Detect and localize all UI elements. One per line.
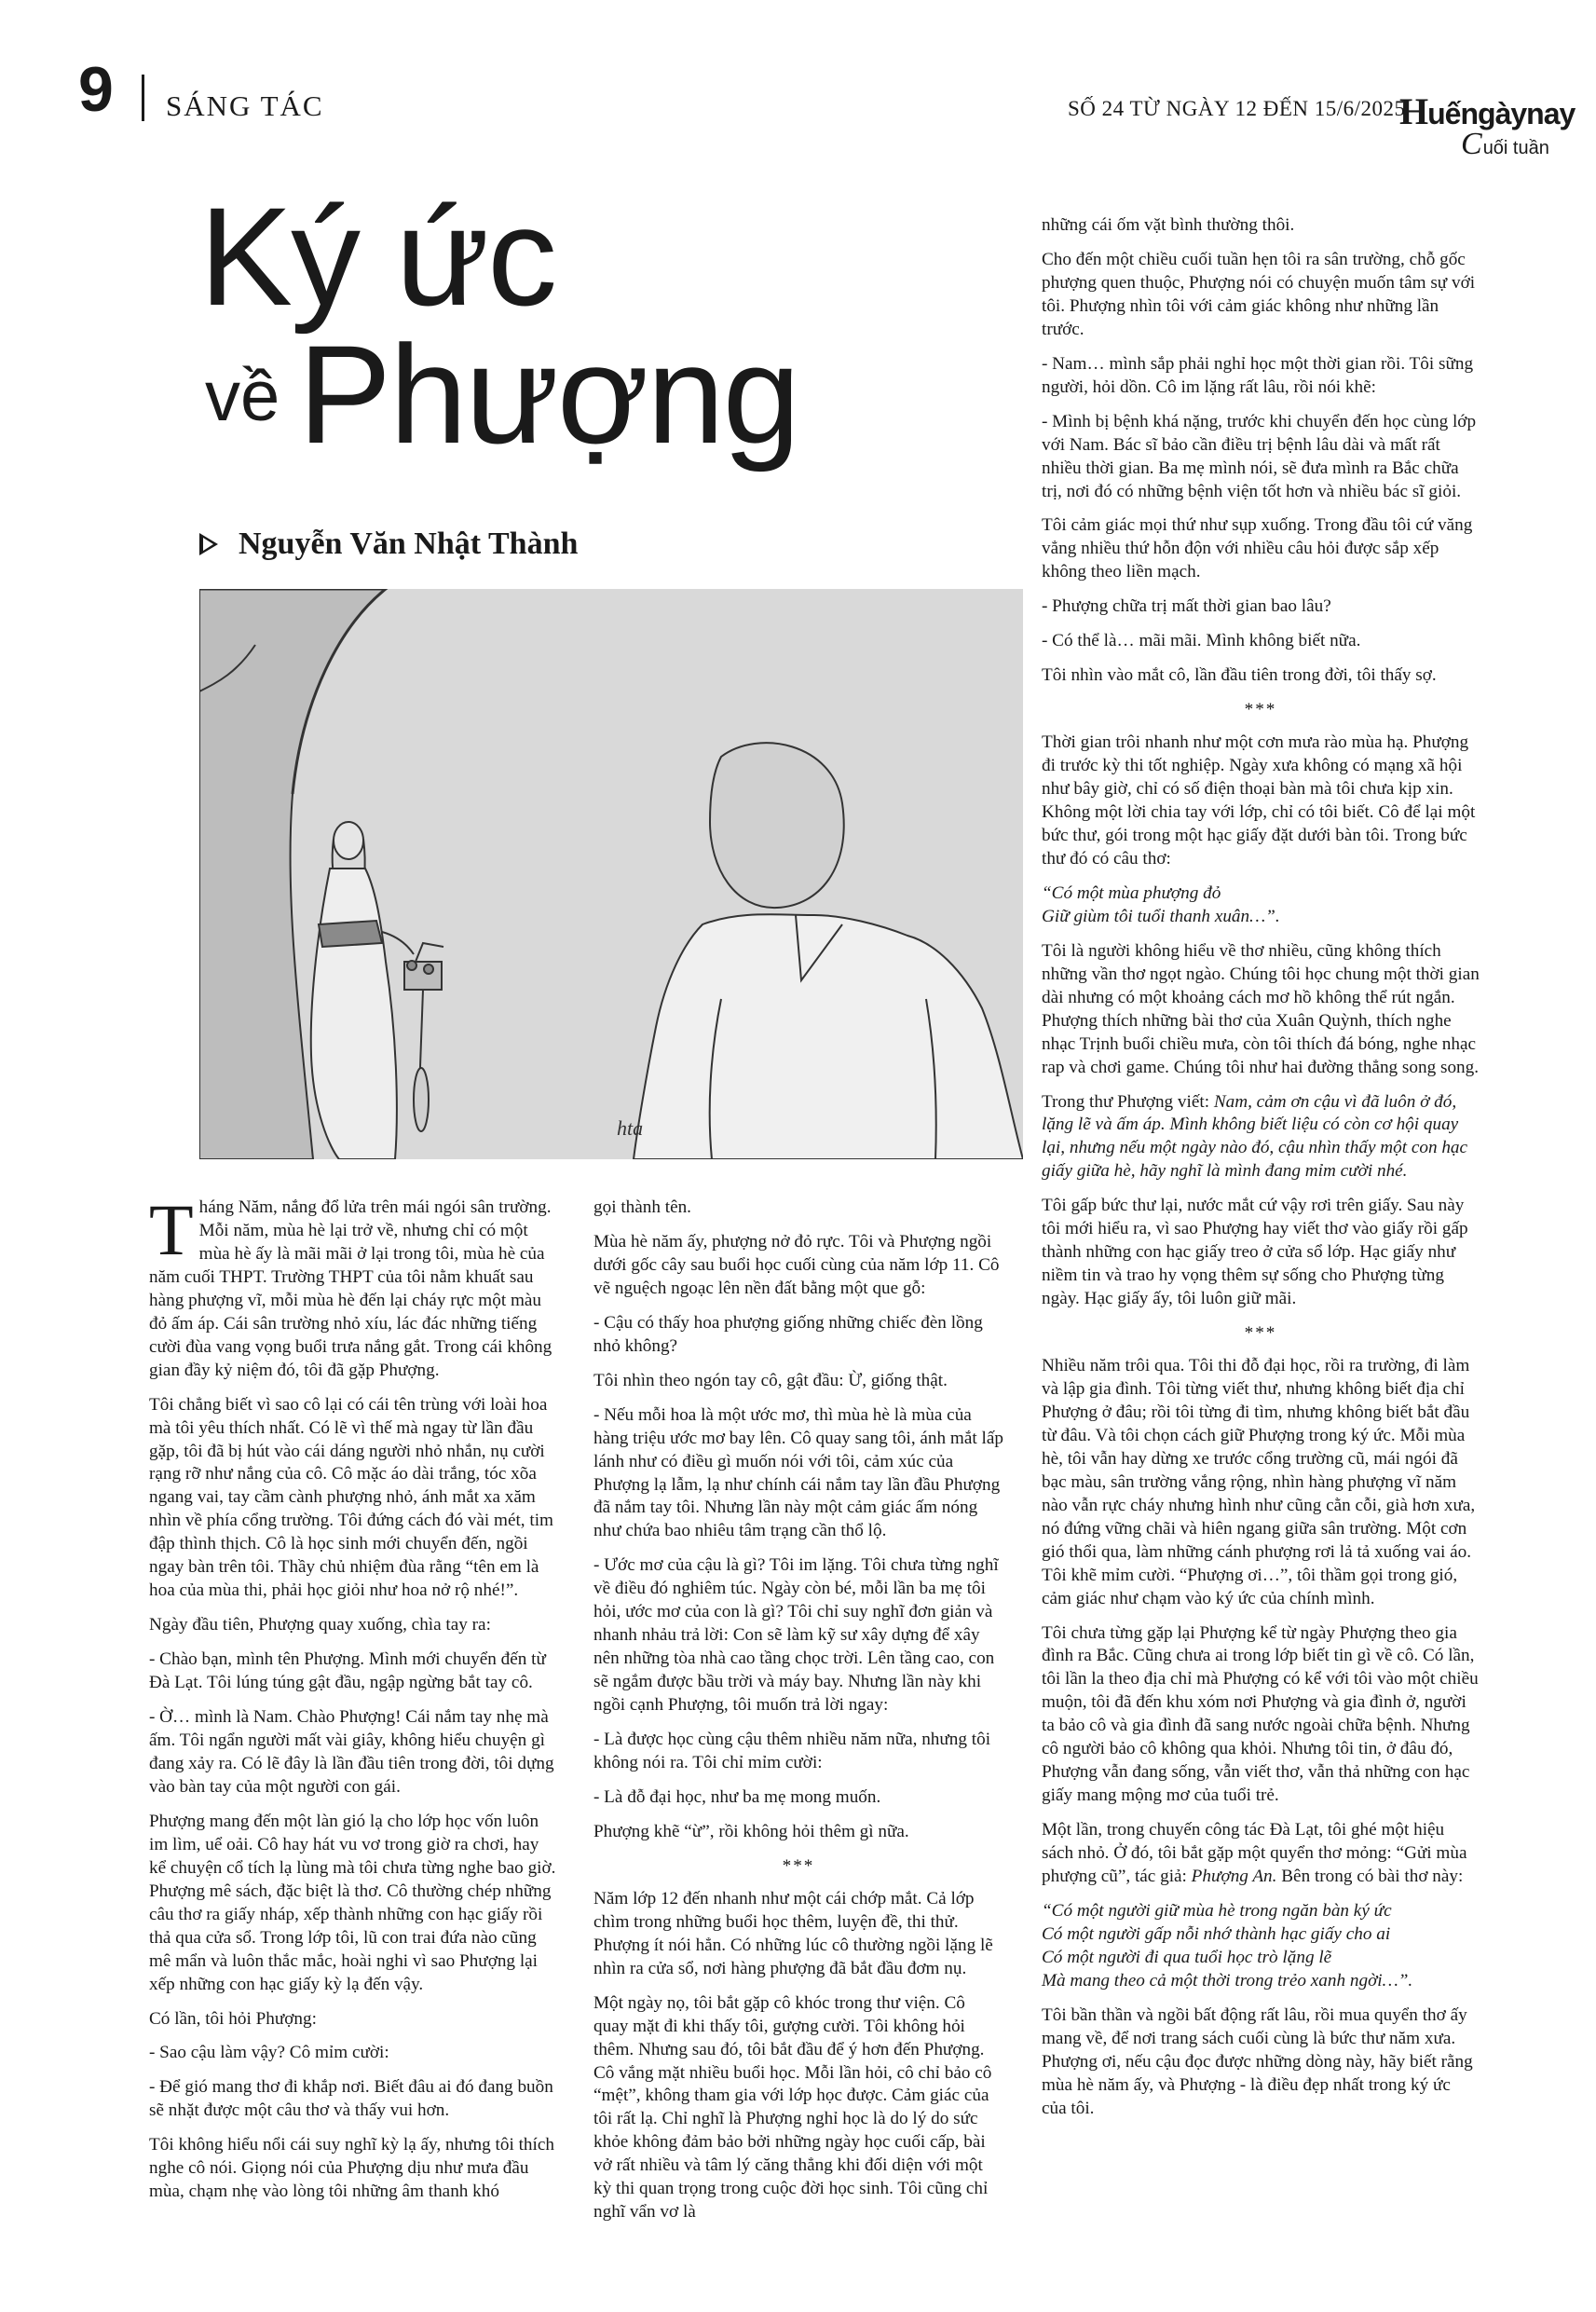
brand-logo: Huếngàynay [1399,90,1576,132]
text-column-3 [1042,214,1480,2132]
section-separator: *** [782,1855,815,1876]
paragraph: Một ngày nọ, tôi bắt gặp cô khóc trong thư viện. Cô quay mặt đi khi thấy tôi, gượng cười. Tôi không hỏi thêm. Nhưng sau đó, tôi bắt đầu để ý hơn đến Phượng. Cô vắng mặt nhiều buổi học. Mỗi lần hỏi, cô chỉ bảo cô “mệt”, không tham gia với lớp học được. Cảm giác của tôi rất lạ. Chỉ nghĩ là Phượng nghỉ học là do lý do sức khỏe không đảm bảo bởi những ngày học cuối cấp, bài vở rất nhiều và tâm lý căng thẳng khi đối diện với một kỳ thi quan trọng trong cuộc đời học sinh. Tôi cũng chỉ nghĩ vẩn vơ là [593,1992,992,2223]
page-header [0,0,1596,161]
paragraph: - Ờ… mình là Nam. Chào Phượng! Cái nắm tay nhẹ mà ấm. Tôi ngẩn người mất vài giây, không hiểu chuyện gì đang xảy ra. Có lẽ đây là lần đầu tiên trong đời, tôi dựng vào bàn tay của một người con gái. [149,1707,554,1797]
paragraph: - Nếu mỗi hoa là một ước mơ, thì mùa hè là mùa của hàng triệu ước mơ bay lên. Cô quay sang tôi, ánh mắt lấp lánh như có điều gì muốn nói với tôi, cảm xúc của Phượng lạ lẫm, lạ như chính cái nắm tay lần đầu Phượng đã nắm tay tôi. Nhưng lần này một cảm giác ấm nóng như chứa bao nhiêu tâm trạng cần thổ lộ. [593,1404,1003,1541]
paragraph: Tôi bần thần và ngồi bất động rất lâu, rồi mua quyển thơ ấy mang về, để nơi trang sách cuối cùng là bức thư năm xưa. Phượng ơi, nếu cậu đọc được những dòng này, hãy biết rằng mùa hè năm ấy, và Phượng - là điều đẹp nhất trong ký ức của tôi. [1042,2004,1473,2118]
author-name: Nguyễn Văn Nhật Thành [239,527,579,561]
paragraph: - Là được học cùng cậu thêm nhiều năm nữa, nhưng tôi không nói ra. Tôi chỉ mỉm cười: [593,1730,991,1773]
paragraph: Tôi không hiểu nổi cái suy nghĩ kỳ lạ ấy, nhưng tôi thích nghe cô nói. Giọng nói của Phượng dịu như mưa đầu mùa, chạm nhẹ vào lòng tôi những âm thanh khó [149,2135,554,2202]
drop-cap: T [149,1189,194,1270]
paragraph: - Chào bạn, mình tên Phượng. Mình mới chuyển đến từ Đà Lạt. Tôi lúng túng gật đầu, ngập ngừng bắt tay cô. [149,1649,546,1693]
illustration [199,589,1023,1159]
paragraph-italic: Nam, cảm ơn cậu vì đã luôn ở đó, lặng lẽ và ấm áp. Mình không biết liệu có còn cơ hội quay lại, nhưng nếu một ngày nào đó, cậu nhìn thấy một con hạc giấy giữa hè, hãy nghĩ là mình đang mỉm cười nhé. [1042,1091,1468,1182]
article-title-line2: Phượng [298,316,799,472]
text-column-1 [149,1189,559,2215]
paragraph: - Phượng chữa trị mất thời gian bao lâu? [1042,596,1331,617]
brand-sublogo: Cuối tuần [1461,127,1549,161]
paragraph: Phượng mang đến một làn gió lạ cho lớp học vốn luôn im lìm, uể oải. Cô hay hát vu vơ trong giờ ra chơi, hay kể chuyện cổ tích lạ lùng mà tôi chưa từng nghe bao giờ. Phượng mê sách, đặc biệt là thơ. Cô thường chép những câu thơ ra giấy nháp, xếp thành những con hạc giấy rồi thả qua cửa sổ. Trong lớp tôi, lũ con trai đứa nào cũng mê mẩn và luôn thắc mắc, hoài nghi vì sao Phượng lại xếp những con hạc giấy kỳ lạ đến vậy. [149,1811,556,1994]
issue-info: SỐ 24 TỪ NGÀY 12 ĐẾN 15/6/2025 [1068,97,1406,120]
illustration-signature: hta [617,1116,644,1140]
paragraph: Tôi là người không hiểu về thơ nhiều, cũng không thích những vần thơ ngọt ngào. Chúng tôi học chung một thời gian dài nhưng có một khoảng cách mơ hồ không thể rút ngắn. Phượng thích những bài thơ của Xuân Quỳnh, thích nghe nhạc Trịnh buổi chiều mưa, còn tôi thích đá bóng, nghe nhạc rap và chơi game. Chúng tôi như hai đường thẳng song song. [1042,940,1480,1077]
paragraph-mixed [1042,1819,1480,1889]
section-separator: *** [1244,700,1277,720]
paragraph: Thời gian trôi nhanh như một cơn mưa rào mùa hạ. Phượng đi trước kỳ thi tốt nghiệp. Ngày xưa không có mạng xã hội như bây giờ, chỉ có số điện thoại bàn mà tôi chưa kịp xin. Không một lời chia tay với lớp, chỉ có tôi biết. Cô để lại một bức thư, gói trong một hạc giấy đặt dưới bàn tôi. Trong bức thư đó có câu thơ: [1042,732,1476,869]
page-number: 9 [78,54,114,125]
paragraph: Tôi gấp bức thư lại, nước mắt cứ vậy rơi trên giấy. Sau này tôi mới hiểu ra, vì sao Phượng hay viết thơ vào giấy rồi gấp thành những con hạc giấy treo ở cửa sổ lớp. Hạc giấy như niềm tin và trao hy vọng thêm sự sống cho Phượng từng ngày. Hạc giấy ấy, tôi luôn giữ mãi. [1042,1196,1468,1309]
section-label: SÁNG TÁC [166,89,324,122]
paragraph: gọi thành tên. [593,1197,691,1217]
paragraph: - Là đỗ đại học, như ba mẹ mong muốn. [593,1786,881,1807]
paragraph: Cho đến một chiều cuối tuần hẹn tôi ra sân trường, chỗ gốc phượng quen thuộc, Phượng nói có chuyện muốn tâm sự với tôi. Phượng nhìn tôi với cảm giác không như những lần trước. [1042,249,1476,339]
paragraph: - Sao cậu làm vậy? Cô mỉm cười: [149,2043,389,2063]
paragraph: - Có thể là… mãi mãi. Mình không biết nữa. [1042,631,1361,651]
header-divider [142,75,144,121]
paragraph: - Để gió mang thơ đi khắp nơi. Biết đâu ai đó đang buồn sẽ nhặt được một câu thơ và thấy vui hơn. [149,2077,553,2121]
paragraph-mixed [1042,1091,1480,1184]
paragraph: Tôi chẳng biết vì sao cô lại có cái tên trùng với loài hoa mà tôi yêu thích nhất. Có lẽ vì thế mà ngay từ lần đầu gặp, tôi đã bị hút vào cái dáng người nhỏ nhắn, nụ cười rạng rỡ như nắng của cô. Cô mặc áo dài trắng, tóc xõa ngang vai, tay cầm cành phượng nhỏ, ánh mắt xa xăm nhìn về phía cổng trường. Tôi đứng cách đó vài mét, tim đập thình thịch. Cô là học sinh mới chuyển đến, ngồi ngay bàn trên tôi. Thầy chủ nhiệm đùa rằng “tên em là hoa của mùa thi, phải học giỏi như hoa nở rộ nhé!”. [149,1394,553,1601]
paragraph: - Cậu có thấy hoa phượng giống những chiếc đèn lồng nhỏ không? [593,1312,983,1356]
paragraph: Tôi nhìn vào mắt cô, lần đầu tiên trong đời, tôi thấy sợ. [1042,665,1437,686]
text-column-2 [593,1197,1003,2236]
poem-quote: “Có một mùa phượng đỏ Giữ giùm tôi tuổi thanh xuân…”. [1042,882,1280,926]
lead-paragraph-text: háng Năm, nắng đổ lửa trên mái ngói sân trường. Mỗi năm, mùa hè lại trở về, nhưng chỉ có một mùa hè ấy là mãi mãi ở lại trong tôi, mùa hè của năm cuối THPT. Trường THPT của tôi nằm khuất sau hàng phượng vĩ, mỗi mùa hè đến lại cháy rực một màu đỏ ấm áp. Cái sân trường nhỏ xíu, lác đác những tiếng cười đùa vang vọng buổi trưa nắng gắt. Trong cái không gian đầy kỷ niệm đó, tôi đã gặp Phượng. [149,1197,552,1380]
paragraph: - Nam… mình sắp phải nghỉ học một thời gian rồi. Tôi sững người, hỏi dồn. Cô im lặng rất lâu, rồi nói khẽ: [1042,353,1474,397]
paragraph: Năm lớp 12 đến nhanh như một cái chớp mắt. Cả lớp chìm trong những buổi học thêm, luyện đề, thi thử. Phượng ít nói hẳn. Có những lúc cô thường ngồi lặng lẽ nhìn ra cửa sổ, nơi hàng phượng đã bắt đầu đơm nụ. [593,1888,993,1978]
article-title-line1: Ký ức [199,178,556,335]
poem-quote: “Có một người giữ mùa hè trong ngăn bàn ký ức Có một người gấp nỗi nhớ thành hạc giấy cho ai Có một người đi qua tuổi học trò lặng lẽ Mà mang theo cả một thời trong trẻo xanh ngời…”. [1042,1901,1413,1991]
lead-paragraph [149,1189,559,1383]
paragraph: những cái ốm vặt bình thường thôi. [1042,215,1295,235]
paragraph: - Ước mơ của cậu là gì? Tôi im lặng. Tôi chưa từng nghĩ về điều đó nghiêm túc. Ngày còn bé, mỗi lần ba mẹ tôi hỏi, ước mơ của con là gì? Tôi chỉ suy nghĩ đơn giản và nhanh nhảu trả lời: Con sẽ làm kỹ sư xây dựng để xây nên những tòa nhà cao tầng chọc trời. Lên tầng cao, con sẽ ngắm được bầu trời và máy bay. Nhưng lần này khi ngồi cạnh Phượng, tôi muốn trả lời ngay: [593,1555,999,1716]
paragraph: Mùa hè năm ấy, phượng nở đỏ rực. Tôi và Phượng ngồi dưới gốc cây sau buổi học cuối cùng của năm lớp 11. Cô vẽ nguệch ngoạc lên nền đất bằng một que gỗ: [593,1231,1000,1298]
paragraph: - Mình bị bệnh khá nặng, trước khi chuyển đến học cùng lớp với Nam. Bác sĩ bảo cần điều trị bệnh lâu dài và mất rất nhiều thời gian. Ba mẹ mình nói, sẽ đưa mình ra Bắc chữa trị, nơi đó có những bệnh viện tốt hơn và nhiều bác sĩ giỏi. [1042,411,1477,501]
paragraph: Phượng khẽ “ừ”, rồi không hỏi thêm gì nữa. [593,1821,909,1841]
section-separator: *** [1244,1323,1277,1344]
play-triangle-icon [199,533,218,555]
paragraph-italic: Phượng An. [1191,1867,1277,1887]
paragraph: Có lần, tôi hỏi Phượng: [149,2008,317,2029]
paragraph: Ngày đầu tiên, Phượng quay xuống, chìa tay ra: [149,1615,491,1635]
paragraph-plain: Trong thư Phượng viết: [1042,1091,1214,1112]
paragraph-plain: Một lần, trong chuyến công tác Đà Lạt, tôi ghé một hiệu sách nhỏ. Ở đó, tôi bắt gặp một quyển thơ mỏng: “Gửi mùa phượng cũ”, tác giả: [1042,1820,1467,1887]
byline [199,527,578,562]
paragraph: Tôi cảm giác mọi thứ như sụp xuống. Trong đầu tôi cứ văng vẳng nhiều thứ hỗn độn với nhiều câu hỏi được sắp xếp không theo liền mạch. [1042,515,1473,582]
article-title-small: về [205,357,280,436]
paragraph-plain-end: Bên trong có bài thơ này: [1276,1867,1464,1887]
paragraph: Tôi nhìn theo ngón tay cô, gật đầu: Ừ, giống thật. [593,1370,948,1390]
paragraph: Nhiều năm trôi qua. Tôi thi đỗ đại học, rồi ra trường, đi làm và lập gia đình. Tôi từng viết thư, nhưng không biết địa chỉ Phượng ở đâu; rồi tôi từng đi tìm, nhưng không biết bắt đầu từ đâu. Và tôi chọn cách giữ Phượng trong ký ức. Mỗi mùa hè, tôi vẫn hay dừng xe trước cổng trường cũ, mái ngói đã bạc màu, sân trường vắng rộng, nhìn hàng phượng vĩ năm nào vẫn rực cháy nhưng hình như cũng cằn cỗi, già hơn xưa, nó đứng vững chãi và hiên ngang giữa sân trường. Một cơn gió thổi qua, làm những cánh phượng rơi lả tả xuống vai áo. Tôi khẽ mỉm cười. “Phượng ơi…”, tôi thầm gọi trong gió, cảm giác như chạm vào ký ức của chính mình. [1042,1356,1476,1608]
paragraph: Tôi chưa từng gặp lại Phượng kể từ ngày Phượng theo gia đình ra Bắc. Cũng chưa ai trong lớp biết tin gì về cô. Có lần, tôi lần la theo địa chỉ mà Phượng có kể với tôi vào một chiều muộn, tôi đã đến khu xóm nơi Phượng và gia đình ở, người ta bảo cô và gia đình đã sang nước ngoài chữa bệnh. Nhưng cô người bảo cô không qua khỏi. Nhưng tôi tin, ở đâu đó, Phượng vẫn đang sống, vẫn viết thơ, vẫn thả những con hạc giấy mang mộng mơ của tuổi trẻ. [1042,1622,1479,1806]
